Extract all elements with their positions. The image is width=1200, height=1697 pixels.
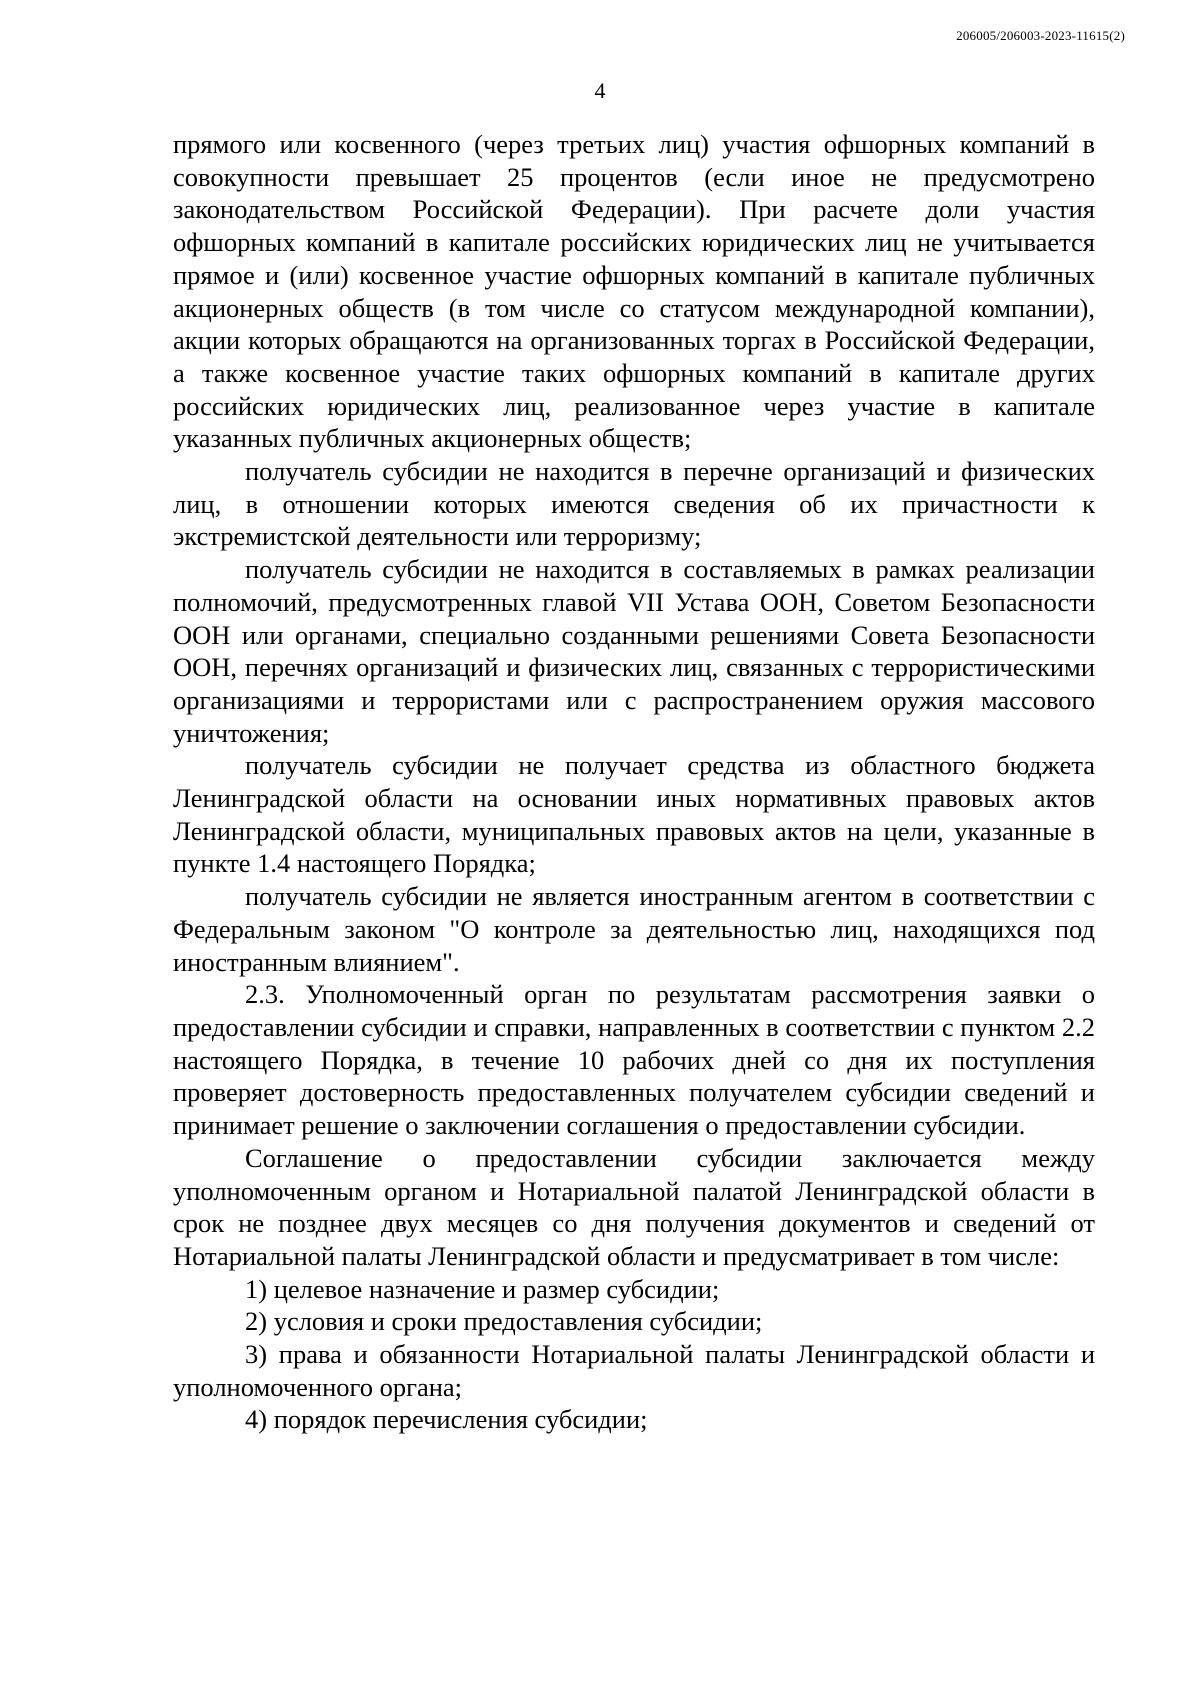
document-body: [173, 128, 1095, 1436]
list-item-4: 4) порядок перечисления субсидии;: [245, 1404, 648, 1435]
paragraph-foreign-agent: получатель субсидии не является иностранным агентом в соответствии с Федеральным законом "О контроле за деятельностью лиц, находящихся под иностранным влиянием".: [173, 881, 1095, 977]
document-id: 206005/206003-2023-11615(2): [956, 28, 1125, 43]
list-item-3: 3) права и обязанности Нотариальной палаты Ленинградской области и уполномоченного органа;: [173, 1339, 1095, 1402]
list-item-1: 1) целевое назначение и размер субсидии;: [245, 1273, 720, 1304]
paragraph-un-sanctions-list: получатель субсидии не находится в составляемых в рамках реализации полномочий, предусмотренных главой VII Устава ООН, Советом Безопасности ООН или органами, специально созданными решениями Совета Безопасности ООН, перечнях организаций и физических лиц, связанных с террористическими организациями и террористами или с распространением оружия массового уничтожения;: [173, 554, 1095, 748]
paragraph-section-2-3: 2.3. Уполномоченный орган по результатам рассмотрения заявки о предоставлении субсидии и справки, направленных в соответствии с пунктом 2.2 настоящего Порядка, в течение 10 рабочих дней со дня их поступления проверяет достоверность предоставленных получателем субсидии сведений и принимает решение о заключении соглашения о предоставлении субсидии.: [173, 979, 1095, 1141]
page-number: 4: [594, 78, 606, 103]
paragraph-agreement: Соглашение о предоставлении субсидии заключается между уполномоченным органом и Нотариальной палатой Ленинградской области в срок не позднее двух месяцев со дня получения документов и сведений от Нотариальной палаты Ленинградской области и предусматривает в том числе:: [173, 1142, 1095, 1271]
paragraph-offshore-participation: прямого или косвенного (через третьих лиц) участия офшорных компаний в совокупности превышает 25 процентов (если иное не предусмотрено законодательством Российской Федерации). При расчете доли участия офшорных компаний в капитале российских юридических лиц не учитывается прямое и (или) косвенное участие офшорных компаний в капитале публичных акционерных обществ (в том числе со статусом международной компании), акции которых обращаются на организованных торгах в Российской Федерации, а также косвенное участие таких офшорных компаний в капитале других российских юридических лиц, реализованное через участие в капитале указанных публичных акционерных обществ;: [173, 129, 1095, 454]
paragraph-extremism-list: получатель субсидии не находится в перечне организаций и физических лиц, в отношении которых имеются сведения об их причастности к экстремистской деятельности или терроризму;: [173, 456, 1095, 552]
paragraph-regional-budget: получатель субсидии не получает средства из областного бюджета Ленинградской области на основании иных нормативных правовых актов Ленинградской области, муниципальных правовых актов на цели, указанные в пункте 1.4 настоящего Порядка;: [173, 750, 1095, 879]
list-item-2: 2) условия и сроки предоставления субсидии;: [245, 1306, 763, 1337]
